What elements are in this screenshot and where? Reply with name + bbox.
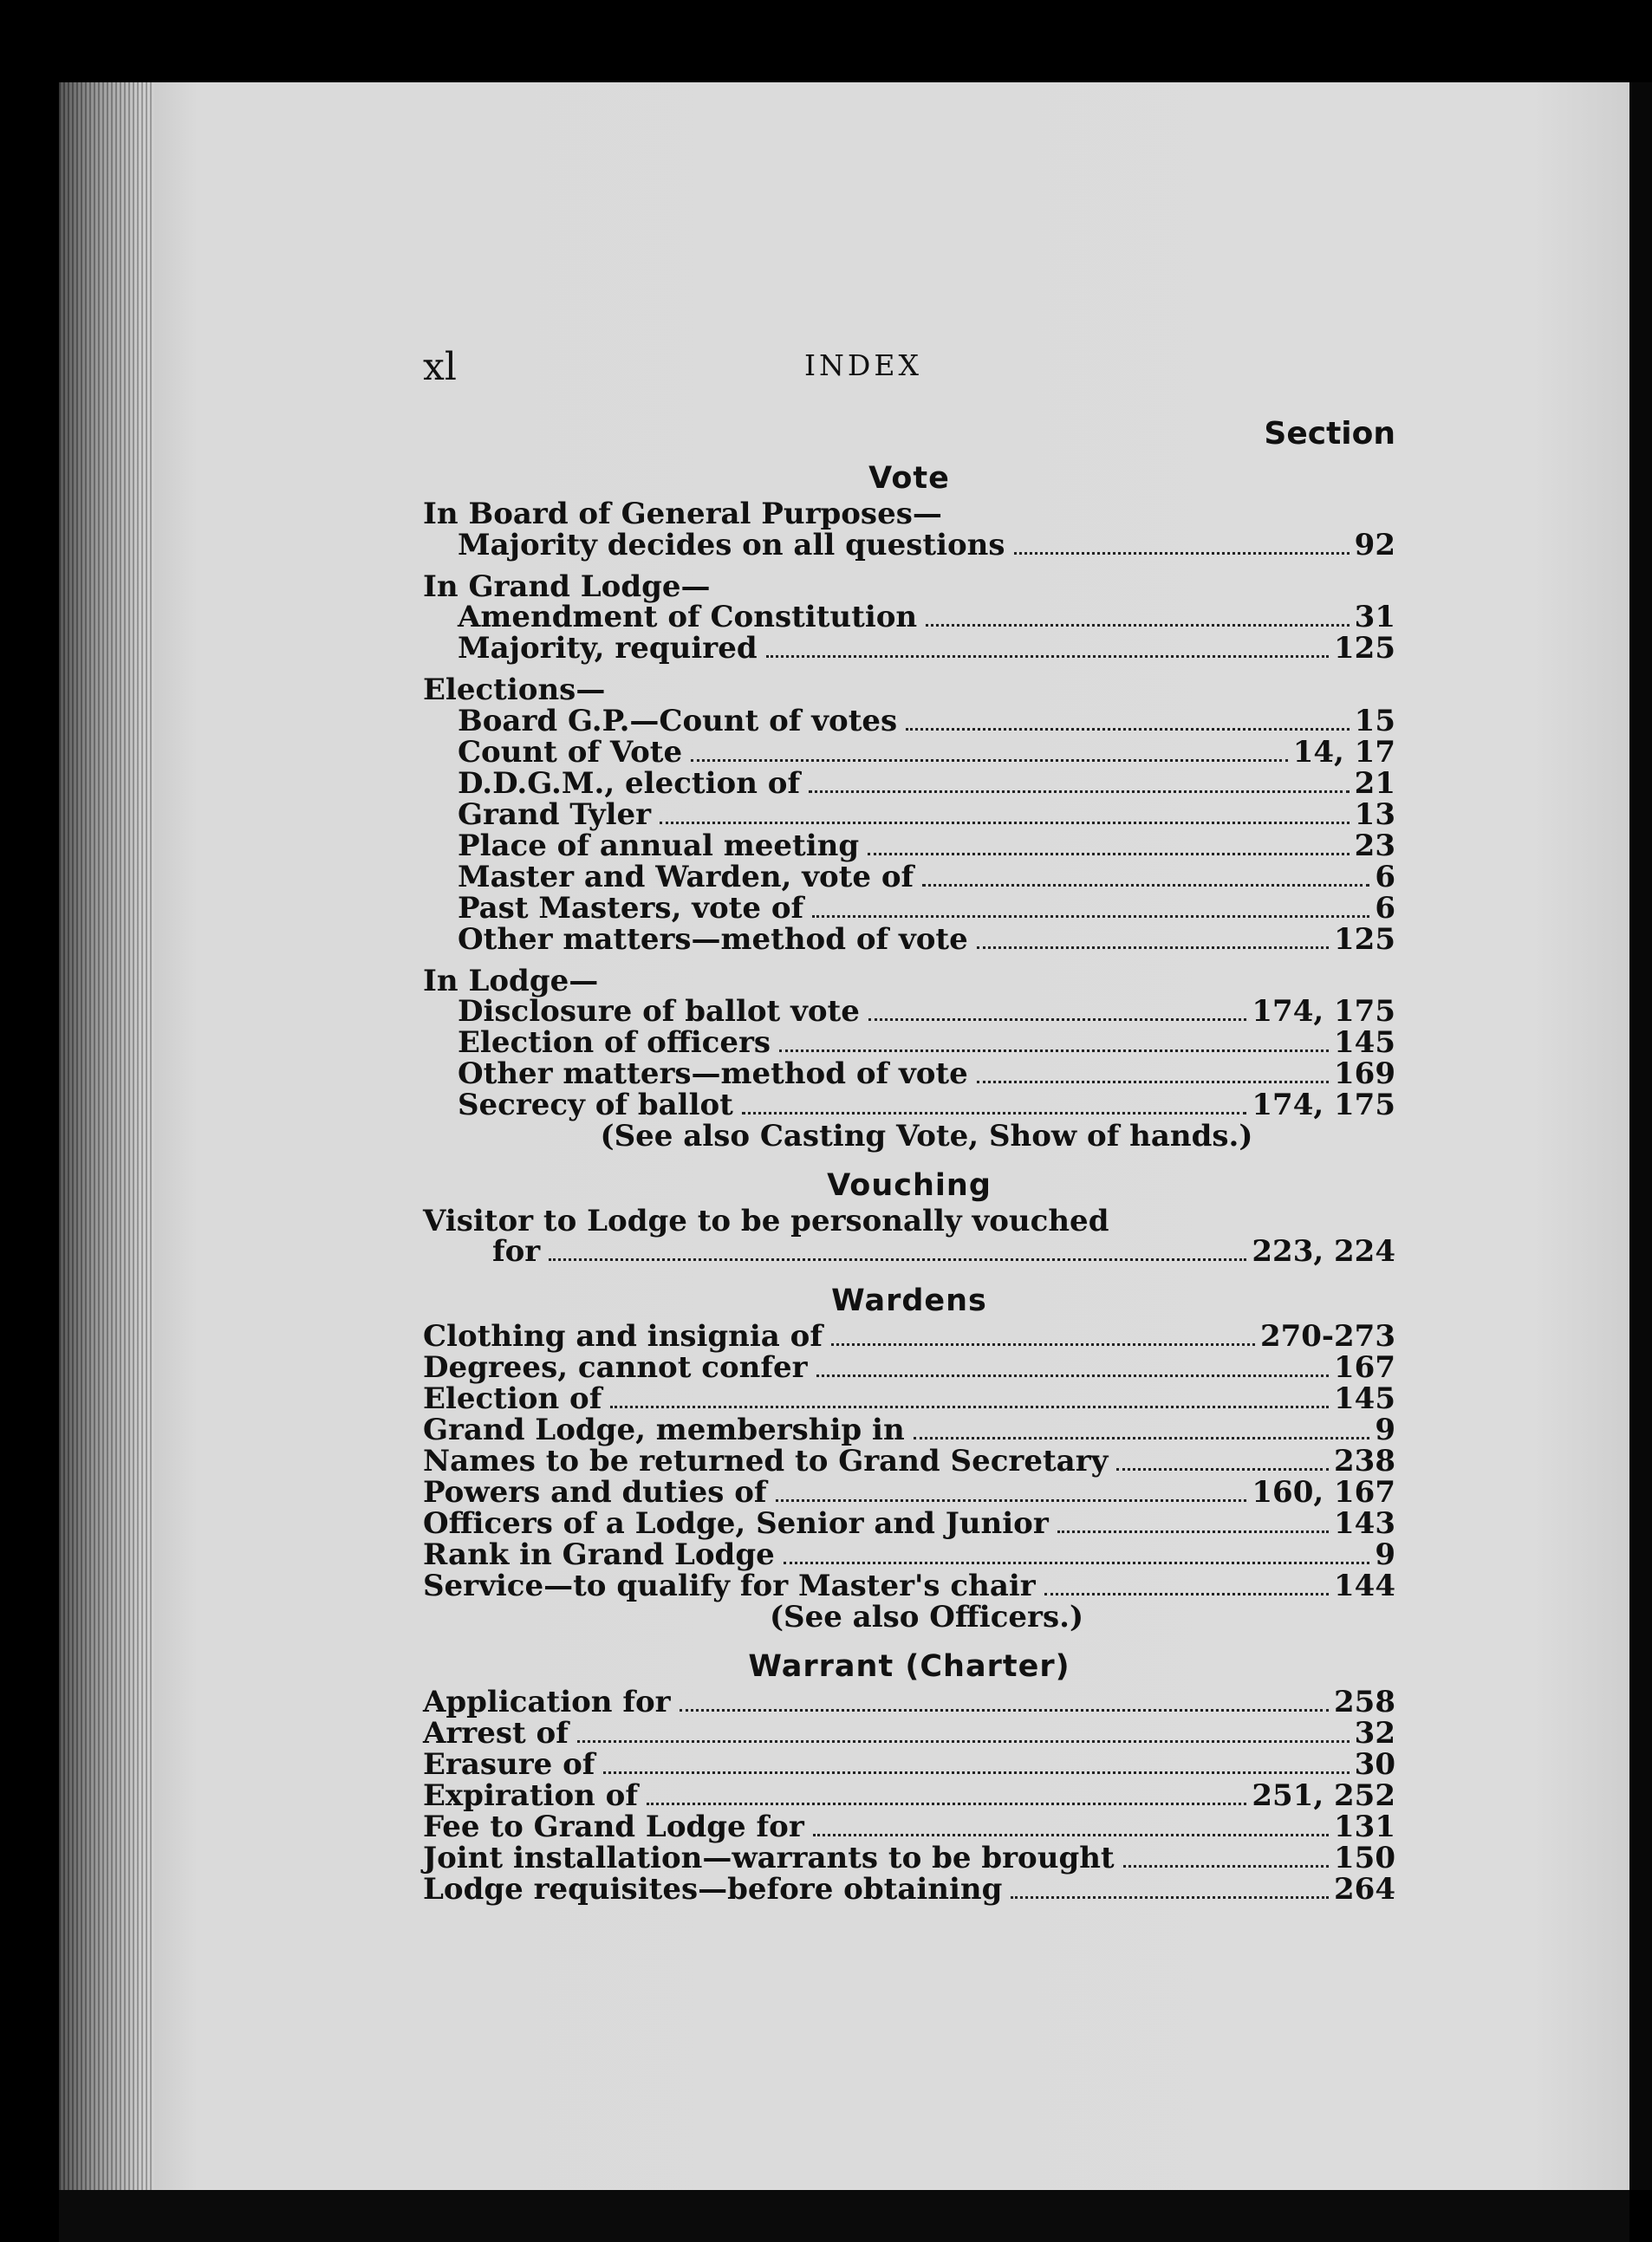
running-head: INDEX <box>804 348 922 382</box>
dot-leader <box>922 883 1369 887</box>
index-group-label: In Board of General Purposes— <box>423 497 942 531</box>
index-entry <box>423 1746 1395 1782</box>
dot-leader <box>906 727 1349 731</box>
index-entry-label: Majority decides on all questions <box>458 527 1005 562</box>
index-entry <box>423 1350 1395 1385</box>
index-entry <box>423 1871 1395 1907</box>
index-entry-label: Joint installation—warrants to be brought <box>423 1840 1115 1875</box>
index-entry-label: Grand Tyler <box>458 796 652 832</box>
index-entry-label: for <box>492 1234 541 1269</box>
section-reference: 6 <box>1375 859 1395 894</box>
section-reference: 238 <box>1334 1444 1395 1478</box>
index-entry-label: Lodge requisites—before obtaining <box>423 1871 1003 1907</box>
dot-leader <box>868 1017 1247 1021</box>
index-entry-label: Count of Vote <box>458 734 683 770</box>
index-body <box>423 458 1395 1906</box>
dot-leader <box>809 790 1350 793</box>
page-right-edge <box>1629 82 1652 2190</box>
dot-leader <box>603 1771 1349 1774</box>
index-entry-label: Place of annual meeting <box>458 828 860 863</box>
section-reference: 15 <box>1354 703 1395 738</box>
dot-leader <box>784 1561 1370 1564</box>
index-entry-label: Board G.P.—Count of votes <box>458 703 898 738</box>
index-entry <box>423 1537 1395 1572</box>
index-entry-label: Fee to Grand Lodge for <box>423 1809 804 1844</box>
index-entry <box>423 1381 1395 1416</box>
section-reference: 30 <box>1354 1746 1395 1782</box>
index-entry <box>423 1840 1395 1875</box>
section-reference: 174, 175 <box>1252 994 1395 1029</box>
dot-leader <box>610 1405 1329 1408</box>
dot-leader <box>742 1111 1246 1115</box>
dot-leader <box>1044 1592 1329 1595</box>
section-reference: 144 <box>1334 1569 1395 1603</box>
section-reference: 13 <box>1354 796 1395 832</box>
section-reference: 223, 224 <box>1252 1234 1395 1269</box>
index-heading: Vouching <box>827 1167 992 1203</box>
index-entry <box>423 828 1395 863</box>
section-reference: 169 <box>1334 1056 1395 1091</box>
section-reference: 9 <box>1375 1537 1395 1572</box>
cross-reference: (See also Officers.) <box>769 1600 1084 1634</box>
section-reference: 31 <box>1354 600 1395 634</box>
section-reference: 167 <box>1334 1350 1395 1385</box>
index-entry-label: Officers of a Lodge, Senior and Junior <box>423 1506 1049 1541</box>
section-reference: 9 <box>1375 1413 1395 1447</box>
index-entry <box>423 734 1395 770</box>
index-entry-label: Grand Lodge, membership in <box>423 1413 905 1447</box>
index-entry <box>423 1415 1395 1446</box>
section-reference: 251, 252 <box>1252 1777 1395 1813</box>
index-heading: Vote <box>868 461 950 496</box>
section-reference: 92 <box>1354 527 1395 562</box>
index-entry <box>423 765 1395 801</box>
index-heading: Warrant (Charter) <box>748 1648 1070 1684</box>
index-entry <box>423 1475 1395 1510</box>
index-entry <box>423 1777 1395 1813</box>
dot-leader <box>660 821 1350 824</box>
section-reference: 258 <box>1334 1684 1395 1719</box>
index-entry-label: Past Masters, vote of <box>458 890 804 926</box>
section-reference: 145 <box>1334 1025 1395 1060</box>
index-entry <box>423 921 1395 957</box>
dot-leader <box>776 1498 1247 1502</box>
index-entry-label: Amendment of Constitution <box>458 600 918 634</box>
section-reference: 145 <box>1334 1381 1395 1416</box>
section-reference: 270-273 <box>1259 1319 1395 1354</box>
index-heading: Wardens <box>831 1283 987 1318</box>
index-entry <box>423 1809 1395 1844</box>
section-reference: 160, 167 <box>1252 1475 1395 1510</box>
index-entry-label: Erasure of <box>423 1746 595 1782</box>
dot-leader <box>577 1739 1350 1743</box>
section-column-header: Section <box>1264 416 1395 452</box>
index-entry <box>423 1571 1395 1602</box>
index-entry-label: Other matters—method of vote <box>458 921 968 957</box>
index-entry-label: Election of <box>423 1381 602 1416</box>
dot-leader <box>1057 1530 1329 1533</box>
dot-leader <box>766 654 1329 658</box>
index-entry <box>423 1090 1395 1121</box>
dot-leader <box>977 1080 1329 1083</box>
dot-leader <box>1011 1895 1329 1899</box>
dot-leader <box>813 1833 1329 1836</box>
section-reference: 125 <box>1334 631 1395 666</box>
dot-leader <box>647 1802 1246 1805</box>
index-entry <box>423 703 1395 738</box>
index-entry-label: Application for <box>423 1684 671 1719</box>
index-entry-label: Majority, required <box>458 631 758 666</box>
index-entry <box>423 1446 1395 1478</box>
dot-leader <box>977 946 1329 949</box>
dot-leader <box>831 1342 1255 1346</box>
section-reference: 143 <box>1334 1506 1395 1541</box>
index-entry <box>423 1684 1395 1719</box>
index-entry-label: Other matters—method of vote <box>458 1056 968 1091</box>
index-entry <box>423 796 1395 832</box>
index-entry <box>423 994 1395 1029</box>
section-reference: 6 <box>1375 890 1395 926</box>
index-entry <box>423 1025 1395 1060</box>
section-reference: 174, 175 <box>1252 1088 1395 1122</box>
cross-reference: (See also Casting Vote, Show of hands.) <box>600 1119 1253 1153</box>
page-bottom-edge <box>59 2190 1629 2242</box>
dot-leader <box>1123 1864 1329 1868</box>
index-group-label: In Grand Lodge— <box>423 569 711 604</box>
dot-leader <box>816 1374 1329 1377</box>
index-entry <box>423 1319 1395 1354</box>
index-entry-label: Rank in Grand Lodge <box>423 1537 775 1572</box>
index-entry <box>423 1056 1395 1091</box>
index-entry <box>423 1234 1395 1269</box>
section-reference: 32 <box>1354 1715 1395 1751</box>
dot-leader <box>812 914 1369 918</box>
index-entry-label: Expiration of <box>423 1777 638 1813</box>
index-entry <box>423 859 1395 894</box>
dot-leader <box>691 758 1288 762</box>
dot-leader <box>914 1436 1370 1439</box>
index-entry-label: Disclosure of ballot vote <box>458 994 860 1029</box>
dot-leader <box>680 1708 1329 1712</box>
index-entry <box>423 527 1395 562</box>
index-entry-label: Names to be returned to Grand Secretary <box>423 1444 1109 1478</box>
binding-edge <box>59 82 154 2190</box>
section-reference: 21 <box>1354 765 1395 801</box>
dot-leader <box>1116 1467 1329 1471</box>
section-reference: 264 <box>1334 1871 1395 1907</box>
index-entry <box>423 1506 1395 1541</box>
section-reference: 23 <box>1354 828 1395 863</box>
index-entry-label: Clothing and insignia of <box>423 1319 823 1354</box>
index-entry-label: Powers and duties of <box>423 1475 767 1510</box>
section-reference: 131 <box>1334 1809 1395 1844</box>
index-entry-label: Degrees, cannot confer <box>423 1350 808 1385</box>
index-entry-label: Master and Warden, vote of <box>458 859 914 894</box>
index-entry-label: Election of officers <box>458 1025 771 1060</box>
index-entry-label: D.D.G.M., election of <box>458 765 801 801</box>
index-entry <box>423 890 1395 926</box>
index-entry-label: Arrest of <box>423 1715 569 1751</box>
index-entry <box>423 631 1395 666</box>
section-reference: 14, 17 <box>1292 734 1395 770</box>
index-group-label: Elections— <box>423 673 606 707</box>
index-entry-label: Visitor to Lodge to be personally vouched <box>423 1203 1109 1238</box>
dot-leader <box>549 1257 1246 1261</box>
dot-leader <box>868 852 1350 855</box>
page-number: xl <box>423 345 457 389</box>
index-entry-label: Service—to qualify for Master's chair <box>423 1569 1036 1603</box>
section-reference: 150 <box>1334 1840 1395 1875</box>
index-entry-label: Secrecy of ballot <box>458 1088 733 1122</box>
dot-leader <box>926 623 1350 627</box>
dot-leader <box>779 1049 1329 1052</box>
index-group-label: In Lodge— <box>423 963 599 998</box>
section-reference: 125 <box>1334 921 1395 957</box>
dot-leader <box>1014 551 1350 555</box>
index-entry <box>423 1715 1395 1751</box>
index-entry <box>423 602 1395 634</box>
